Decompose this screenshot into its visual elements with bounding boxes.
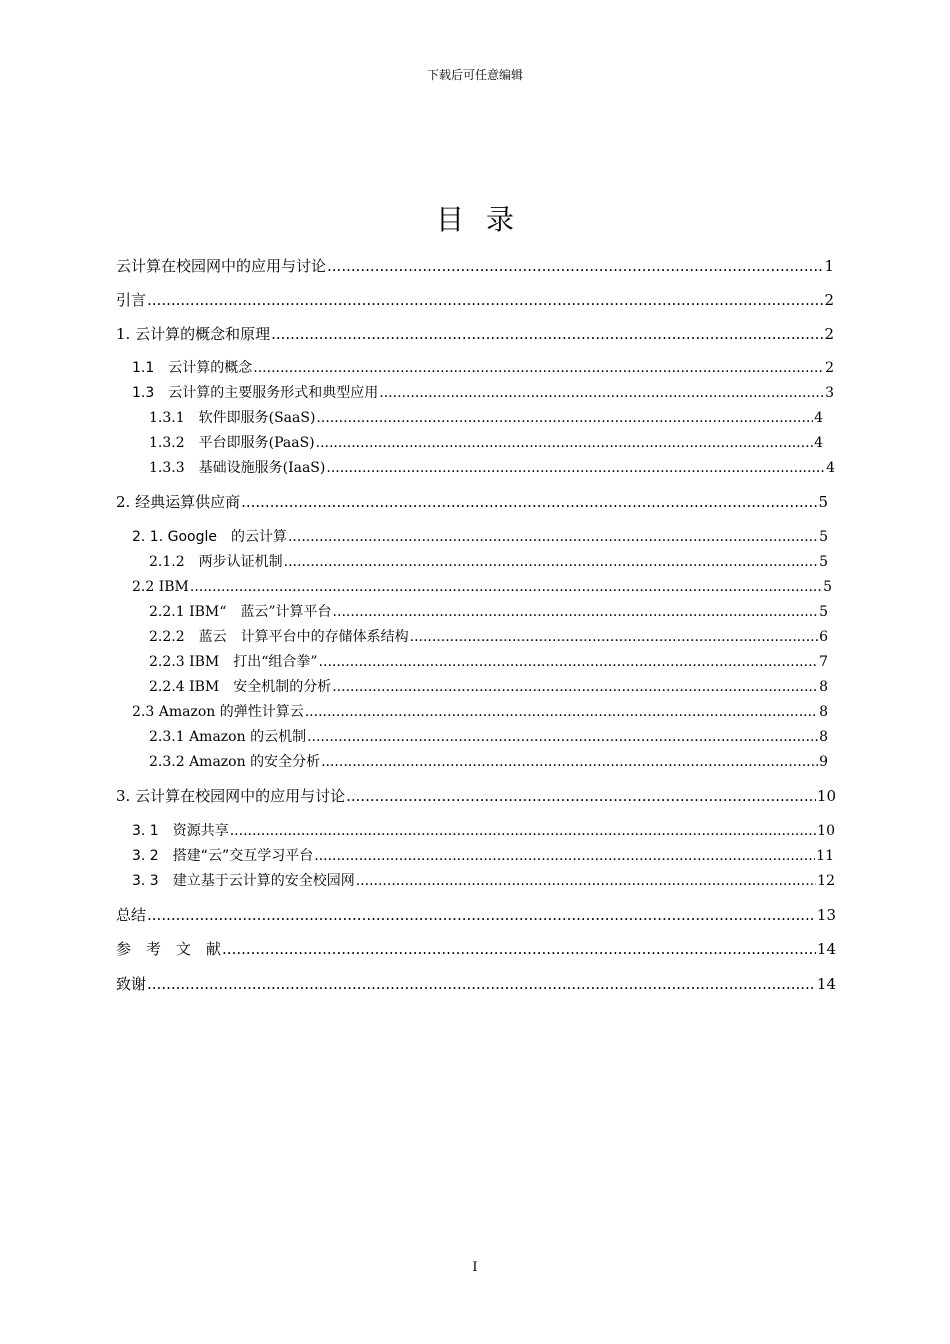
toc-page-number: 5 — [823, 579, 832, 595]
toc-entry[interactable] — [149, 726, 828, 748]
dot-leader — [284, 551, 818, 573]
toc-entry-text: 3. 1 资源共享 — [132, 823, 229, 839]
toc-page-number: 6 — [819, 629, 828, 645]
toc-entry[interactable] — [116, 491, 828, 513]
toc-entry[interactable] — [132, 357, 834, 379]
toc-page-number: 12 — [817, 873, 835, 889]
toc-entry[interactable] — [149, 601, 828, 623]
toc-entry-text: 总结 — [116, 906, 147, 924]
toc-entry[interactable] — [132, 870, 835, 892]
toc-entry[interactable] — [116, 904, 836, 926]
toc-entry[interactable] — [116, 289, 834, 311]
dot-leader — [147, 973, 816, 995]
dot-leader — [316, 432, 813, 454]
dot-leader — [319, 651, 819, 673]
toc-entry-text: 3. 2 搭建“云”交互学习平台 — [132, 848, 314, 864]
dot-leader — [327, 255, 823, 277]
toc-page-number: 5 — [819, 529, 828, 545]
page-header: 下载后可任意编辑 — [426, 68, 523, 82]
toc-entry[interactable] — [116, 323, 834, 345]
toc-entry-text: 1.1 云计算的概念 — [132, 360, 253, 376]
toc-entry-text: 参 考 文 献 — [116, 940, 222, 958]
toc-page-number: 8 — [819, 704, 828, 720]
toc-entry-text: 2.2.1 IBM“ 蓝云”计算平台 — [149, 604, 332, 620]
toc-entry[interactable] — [149, 626, 828, 648]
toc-entry-text: 引言 — [116, 291, 147, 309]
toc-entry[interactable] — [149, 457, 835, 479]
toc-entry[interactable] — [132, 845, 834, 867]
dot-leader — [410, 626, 818, 648]
dot-leader — [241, 491, 817, 513]
toc-entry-text: 1.3 云计算的主要服务形式和典型应用 — [132, 385, 379, 401]
toc-entry[interactable] — [116, 785, 836, 807]
toc-entry-text: 云计算在校园网中的应用与讨论 — [116, 257, 327, 275]
dot-leader — [147, 904, 816, 926]
dot-leader — [222, 938, 816, 960]
toc-entry-text: 3. 云计算在校园网中的应用与讨论 — [116, 787, 346, 805]
toc-page-number: 11 — [816, 848, 834, 864]
toc-entry-text: 1.3.2 平台即服务(PaaS) — [149, 435, 315, 451]
toc-page-number: 4 — [814, 435, 823, 451]
toc-page-number: 8 — [819, 729, 828, 745]
toc-page-number: 1 — [824, 257, 834, 275]
toc-title: 目录 — [435, 203, 536, 236]
toc-entry-text: 1.3.1 软件即服务(SaaS) — [149, 410, 316, 426]
toc-page-number: 10 — [816, 787, 836, 805]
dot-leader — [321, 751, 818, 773]
dot-leader — [332, 676, 818, 698]
dot-leader — [271, 323, 823, 345]
page-number: I — [472, 1260, 478, 1275]
dot-leader — [190, 576, 822, 598]
toc-page-number: 5 — [819, 554, 828, 570]
dot-leader — [379, 382, 824, 404]
dot-leader — [346, 785, 816, 807]
toc-entry[interactable] — [132, 576, 832, 598]
toc-entry[interactable] — [149, 551, 828, 573]
toc-page-number: 2 — [825, 360, 834, 376]
toc-entry-text: 2.2.2 蓝云 计算平台中的存储体系结构 — [149, 629, 409, 645]
dot-leader — [356, 870, 816, 892]
toc-page-number: 13 — [816, 906, 836, 924]
toc-entry[interactable] — [132, 820, 835, 842]
toc-entry-text: 2.3.1 Amazon 的云机制 — [149, 729, 307, 745]
toc-entry[interactable] — [116, 938, 836, 960]
toc-entry-text: 2.3 Amazon 的弹性计算云 — [132, 704, 304, 720]
toc-entry[interactable] — [149, 751, 828, 773]
toc-page-number: 14 — [816, 940, 836, 958]
dot-leader — [305, 701, 818, 723]
toc-entry[interactable] — [149, 407, 823, 429]
toc-entry-text: 2. 经典运算供应商 — [116, 493, 241, 511]
toc-page-number: 5 — [819, 604, 828, 620]
dot-leader — [147, 289, 823, 311]
toc-page-number: 2 — [824, 291, 834, 309]
toc-entry-text: 3. 3 建立基于云计算的安全校园网 — [132, 873, 355, 889]
toc-entry-text: 1.3.3 基础设施服务(IaaS) — [149, 460, 326, 476]
toc-entry-text: 2.3.2 Amazon 的安全分析 — [149, 754, 321, 770]
toc-entry-text: 2.1.2 两步认证机制 — [149, 554, 283, 570]
toc-entry-text: 2. 1. Google 的云计算 — [132, 529, 287, 545]
toc-page-number: 8 — [819, 679, 828, 695]
toc-entry-text: 致谢 — [116, 975, 147, 993]
dot-leader — [314, 845, 815, 867]
toc-entry[interactable] — [149, 651, 828, 673]
toc-page-number: 10 — [817, 823, 835, 839]
toc-entry[interactable] — [149, 676, 828, 698]
toc-page-number: 7 — [819, 654, 828, 670]
dot-leader — [326, 457, 825, 479]
toc-entry-text: 2.2.4 IBM 安全机制的分析 — [149, 679, 332, 695]
toc-entry-text: 1. 云计算的概念和原理 — [116, 325, 271, 343]
toc-entry[interactable] — [132, 526, 828, 548]
toc-page-number: 14 — [816, 975, 836, 993]
toc-page-number: 9 — [819, 754, 828, 770]
toc-page-number: 3 — [825, 385, 834, 401]
toc-entry[interactable] — [132, 701, 828, 723]
dot-leader — [316, 407, 813, 429]
toc-entry[interactable] — [116, 973, 836, 995]
toc-page-number: 4 — [814, 410, 823, 426]
toc-page-number: 5 — [818, 493, 828, 511]
toc-entry[interactable] — [149, 432, 823, 454]
dot-leader — [333, 601, 819, 623]
dot-leader — [288, 526, 818, 548]
toc-entry-text: 2.2.3 IBM 打出“组合拳” — [149, 654, 318, 670]
toc-page-number: 4 — [826, 460, 835, 476]
toc-entry[interactable] — [116, 255, 834, 277]
dot-leader — [253, 357, 824, 379]
dot-leader — [230, 820, 816, 842]
toc-entry[interactable] — [132, 382, 834, 404]
dot-leader — [307, 726, 818, 748]
toc-page-number: 2 — [824, 325, 834, 343]
toc-entry-text: 2.2 IBM — [132, 579, 189, 595]
